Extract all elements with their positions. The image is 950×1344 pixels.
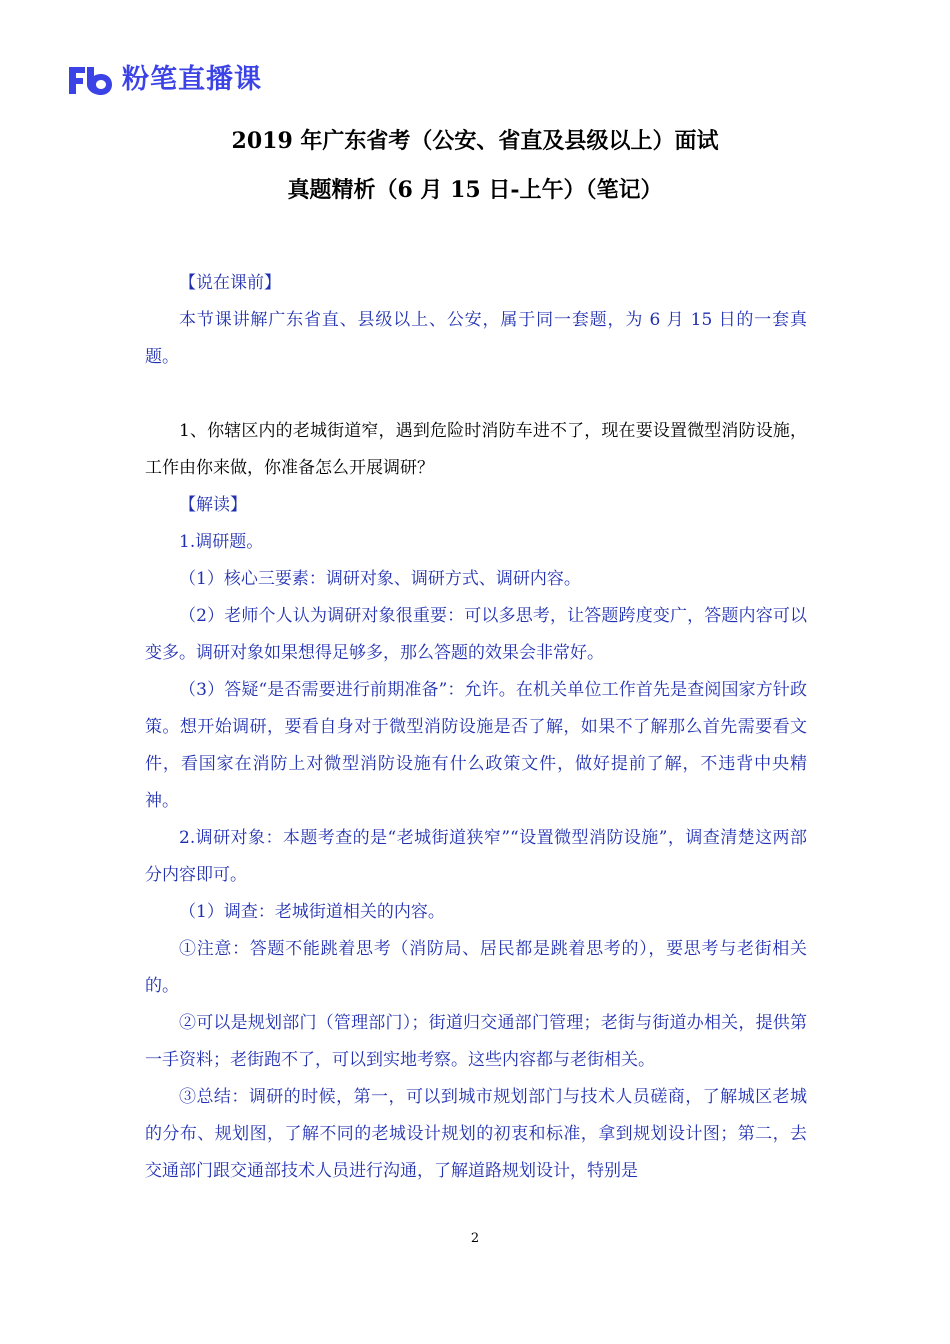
- fb-logo-icon: [66, 63, 116, 97]
- question-1: 1、你辖区内的老城街道窄，遇到危险时消防车进不了，现在要设置微型消防设施，工作由你来做，你准备怎么开展调研？: [145, 421, 807, 478]
- section-heading-before-class: 【说在课前】: [179, 273, 281, 293]
- analysis-note-circled-2: ②可以是规划部门（管理部门）；街道归交通部门管理；老街与街道办相关，提供第一手资料；老街跑不了，可以到实地考察。这些内容都与老街相关。: [145, 1013, 807, 1070]
- analysis-point-2-1: （1）调查：老城街道相关的内容。: [179, 902, 445, 922]
- analysis-point-1-3: （3）答疑“是否需要进行前期准备”：允许。在机关单位工作首先是查阅国家方针政策。想开始调研，要看自身对于微型消防设施是否了解，如果不了解那么首先需要看文件，看国家在消防上对微型消防设施有什么政策文件，做好提前了解，不违背中央精神。: [145, 680, 807, 811]
- analysis-point-1-2: （2）老师个人认为调研对象很重要：可以多思考，让答题跨度变广，答题内容可以变多。调研对象如果想得足够多，那么答题的效果会非常好。: [145, 606, 807, 663]
- analysis-point-1-1: （1）核心三要素：调研对象、调研方式、调研内容。: [179, 569, 581, 589]
- analysis-note-circled-3: ③总结：调研的时候，第一，可以到城市规划部门与技术人员磋商，了解城区老城的分布、规划图，了解不同的老城设计规划的初衷和标准，拿到规划设计图；第二，去交通部门跟交通部技术人员进行沟通，了解道路规划设计，特别是: [145, 1087, 807, 1181]
- analysis-point-1: 1.调研题。: [179, 532, 264, 552]
- brand-logo: [66, 60, 262, 100]
- logo-text: 粉笔直播课: [122, 64, 262, 95]
- analysis-point-2: 2.调研对象：本题考查的是“老城街道狭窄”“设置微型消防设施”，调查清楚这两部分内容即可。: [145, 828, 807, 885]
- section-heading-analysis: 【解读】: [179, 495, 247, 515]
- document-title-line-2: 真题精析（6 月 15 日-上午）（笔记）: [287, 177, 663, 203]
- page-number: 2: [470, 1231, 480, 1246]
- intro-paragraph: 本节课讲解广东省直、县级以上、公安，属于同一套题，为 6 月 15 日的一套真题。: [145, 310, 807, 367]
- analysis-note-circled-1: ①注意：答题不能跳着思考（消防局、居民都是跳着思考的），要思考与老街相关的。: [145, 939, 807, 996]
- document-body: [145, 265, 807, 1190]
- document-title-line-1: 2019 年广东省考（公安、省直及县级以上）面试: [231, 128, 719, 154]
